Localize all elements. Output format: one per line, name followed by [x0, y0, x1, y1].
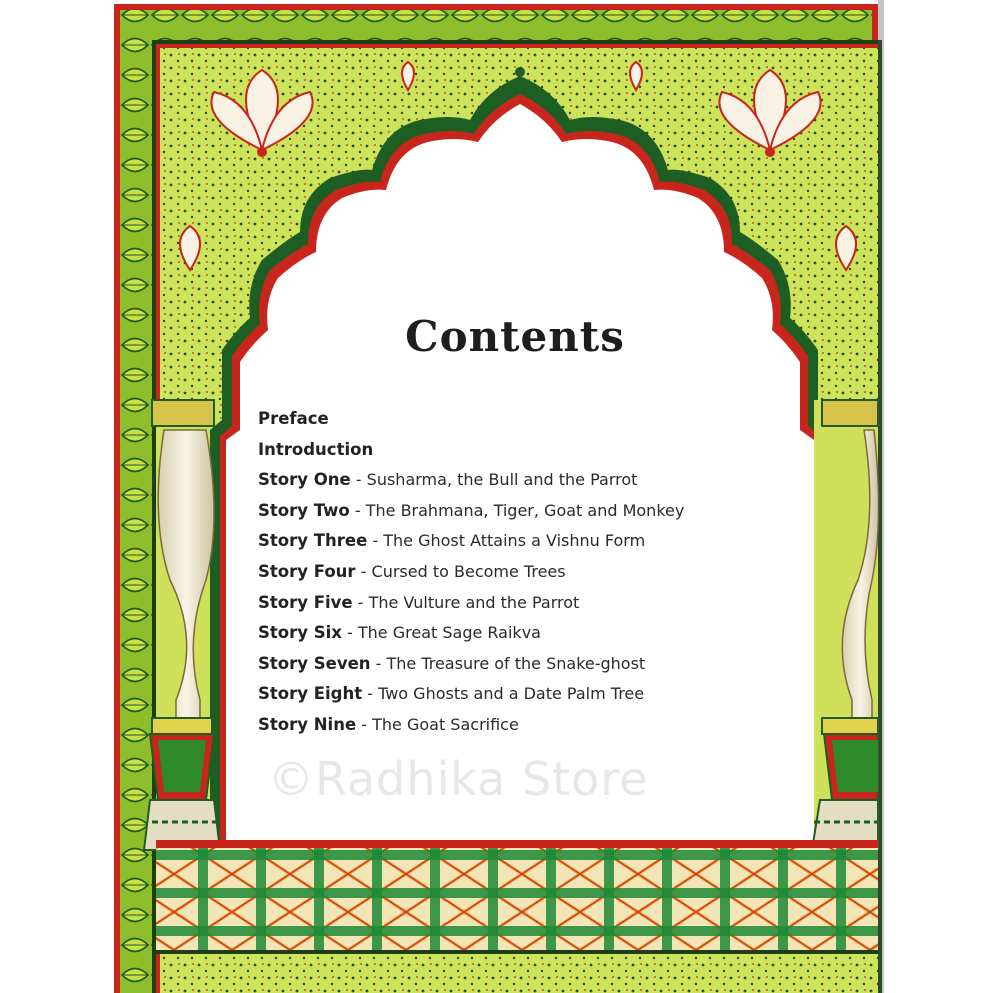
contents-entry: [258, 404, 684, 435]
contents-entry: [258, 588, 684, 619]
contents-entry: [258, 435, 684, 466]
contents-entry-label: Story One: [258, 470, 351, 490]
contents-entry-label: Introduction: [258, 439, 374, 459]
contents-entry-label: Story Two: [258, 500, 350, 520]
contents-entry-label: Story Nine: [258, 714, 357, 734]
contents-entry-title: Susharma, the Bull and the Parrot: [366, 470, 638, 490]
contents-entry-title: The Great Sage Raikva: [357, 623, 541, 643]
contents-entry-title: Cursed to Become Trees: [371, 561, 566, 581]
contents-entry-title: The Ghost Attains a Vishnu Form: [383, 531, 646, 551]
contents-entry-separator: -: [349, 500, 366, 520]
contents-entry-title: The Treasure of the Snake-ghost: [386, 653, 646, 673]
contents-list: [258, 404, 684, 741]
contents-entry-title: The Vulture and the Parrot: [368, 592, 580, 612]
contents-entry: [258, 618, 684, 649]
contents-entry: [258, 496, 684, 527]
contents-entry: [258, 679, 684, 710]
contents-entry: [258, 710, 684, 741]
contents-entry-separator: -: [350, 470, 367, 490]
watermark-text: ©Radhika Store: [268, 752, 649, 806]
contents-entry-label: Preface: [258, 409, 329, 428]
contents-entry-title: Two Ghosts and a Date Palm Tree: [378, 684, 645, 704]
contents-entry-label: Story Six: [258, 623, 342, 643]
contents-entry-title: The Brahmana, Tiger, Goat and Monkey: [365, 500, 685, 520]
contents-entry-separator: -: [341, 623, 358, 643]
contents-entry-title: The Goat Sacrifice: [372, 714, 519, 734]
contents-entry-separator: -: [356, 714, 373, 734]
page-title: Contents: [405, 312, 625, 361]
contents-entry-separator: -: [367, 531, 384, 551]
contents-entry: [258, 526, 684, 557]
contents-entry: [258, 649, 684, 680]
contents-entry-separator: -: [352, 592, 369, 612]
contents-entry-label: Story Eight: [258, 684, 363, 704]
contents-entry: [258, 557, 684, 588]
contents-entry: [258, 465, 684, 496]
contents-entry-separator: -: [362, 684, 379, 704]
contents-entry-separator: -: [370, 653, 387, 673]
contents-entry-label: Story Three: [258, 531, 368, 551]
contents-entry-label: Story Seven: [258, 653, 371, 673]
contents-entry-separator: -: [355, 561, 372, 581]
contents-entry-label: Story Five: [258, 592, 353, 612]
contents-entry-label: Story Four: [258, 561, 356, 581]
